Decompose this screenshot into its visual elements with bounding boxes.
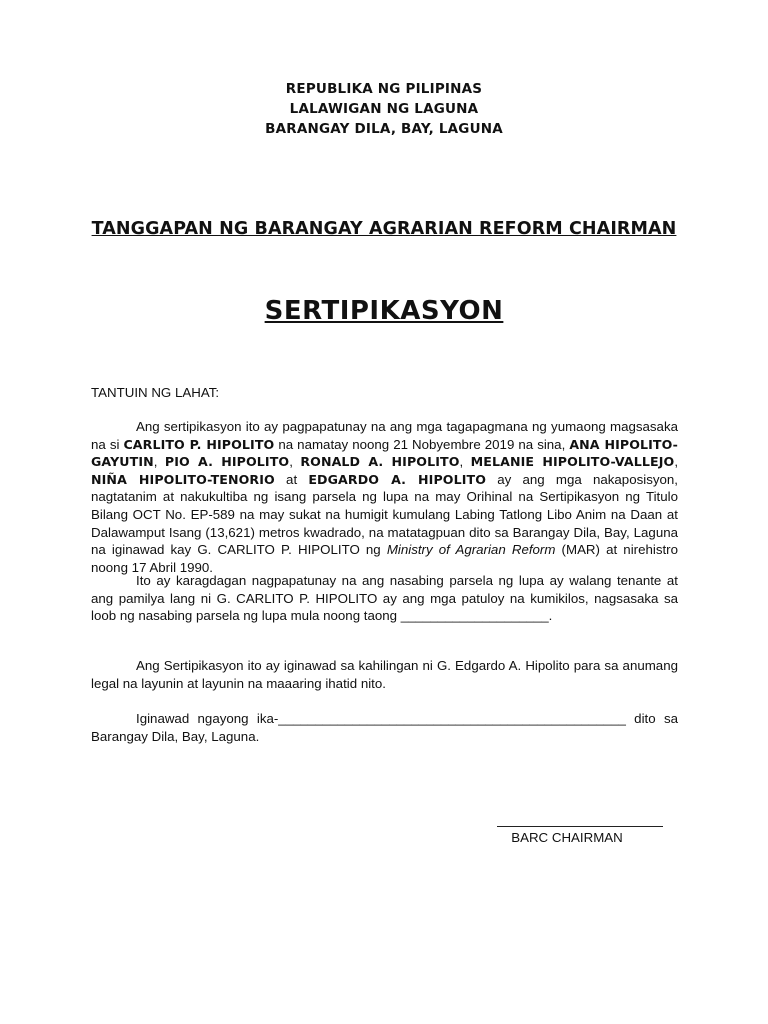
- paragraph-1: [91, 418, 678, 576]
- salutation: [91, 384, 678, 402]
- header-barangay: BARANGAY DILA, BAY, LAGUNA: [265, 121, 503, 137]
- p1-text-8: ay ang mga nakaposisyon, nagtatanim at nakukultiba ng isang parsela ng lupa na may Orihinal na Sertipikasyon ng Titulo Bilang OCT No. EP-589 na may sukat na humigit kumulang Labing Tatlong Libo Anim na Daan at Dalawamput Isang (13,621) metros kwadrado, na matatagpuan dito sa Barangay Dila, Bay, Laguna na iginawad kay G. CARLITO P. HIPOLITO ng: [91, 471, 678, 558]
- p1-text-7: at: [274, 471, 309, 487]
- document-title: SERTIPIKASYON: [264, 296, 504, 326]
- p1-text-5: ,: [459, 454, 471, 470]
- no-tenant-paragraph: [91, 572, 678, 625]
- p1-text-9: (MAR) at nirehistro noong 17 Abril 1990.: [91, 542, 678, 575]
- office-title: TANGGAPAN NG BARANGAY AGRARIAN REFORM CHAIRMAN: [91, 219, 677, 239]
- header-province: LALAWIGAN NG LAGUNA: [289, 101, 479, 117]
- p1-text-3: ,: [153, 454, 165, 470]
- p1-name-heir-3: RONALD A. HIPOLITO: [300, 454, 460, 470]
- paragraph-3: Ang Sertipikasyon ito ay iginawad sa kahilingan ni G. Edgardo A. Hipolito para sa anumang legal na layunin at layunin na maaaring ihatid nito.: [91, 658, 678, 691]
- p1-name-heir-2: PIO A. HIPOLITO: [164, 454, 290, 470]
- issuance-paragraph: [91, 710, 678, 745]
- p1-text-2: na namatay noong 21 Nobyembre 2019 na sina,: [274, 436, 570, 452]
- header-republic: REPUBLIKA NG PILIPINAS: [285, 81, 483, 97]
- p1-name-heir-5: NIÑA HIPOLITO-TENORIO: [91, 471, 275, 487]
- p1-name-heir-4: MELANIE HIPOLITO-VALLEJO: [470, 454, 675, 470]
- p1-name-heir-1: ANA HIPOLITO-GAYUTIN: [91, 436, 678, 470]
- signature-label: BARC CHAIRMAN: [511, 830, 623, 845]
- salutation-text: TANTUIN NG LAHAT:: [91, 385, 220, 400]
- paragraph-4: Iginawad ngayong ika-_______________________________________________ dito sa Barangay Dila, Bay, Laguna.: [91, 711, 678, 744]
- p1-name-deceased: CARLITO P. HIPOLITO: [123, 436, 275, 452]
- p1-text-4: ,: [289, 454, 301, 470]
- signature-line: [497, 826, 663, 827]
- p1-ministry-name: Ministry of Agrarian Reform: [386, 542, 556, 558]
- p1-text-1: Ang sertipikasyon ito ay pagpapatunay na ang mga tagapagmana ng yumaong magsasaka na si: [91, 419, 678, 452]
- purpose-paragraph: [91, 657, 678, 692]
- p1-text-6: ,: [674, 454, 679, 470]
- document-header: [0, 79, 768, 139]
- p1-name-heir-6: EDGARDO A. HIPOLITO: [308, 471, 487, 487]
- certification-paragraph: [91, 418, 678, 576]
- paragraph-2: Ito ay karagdagan nagpapatunay na ang nasabing parsela ng lupa ay walang tenante at ang pamilya lang ni G. CARLITO P. HIPOLITO ay ang mga patuloy na kumikilos, nagsasaka sa loob ng nasabing parsela ng lupa mula noong taong ____________________.: [91, 573, 678, 624]
